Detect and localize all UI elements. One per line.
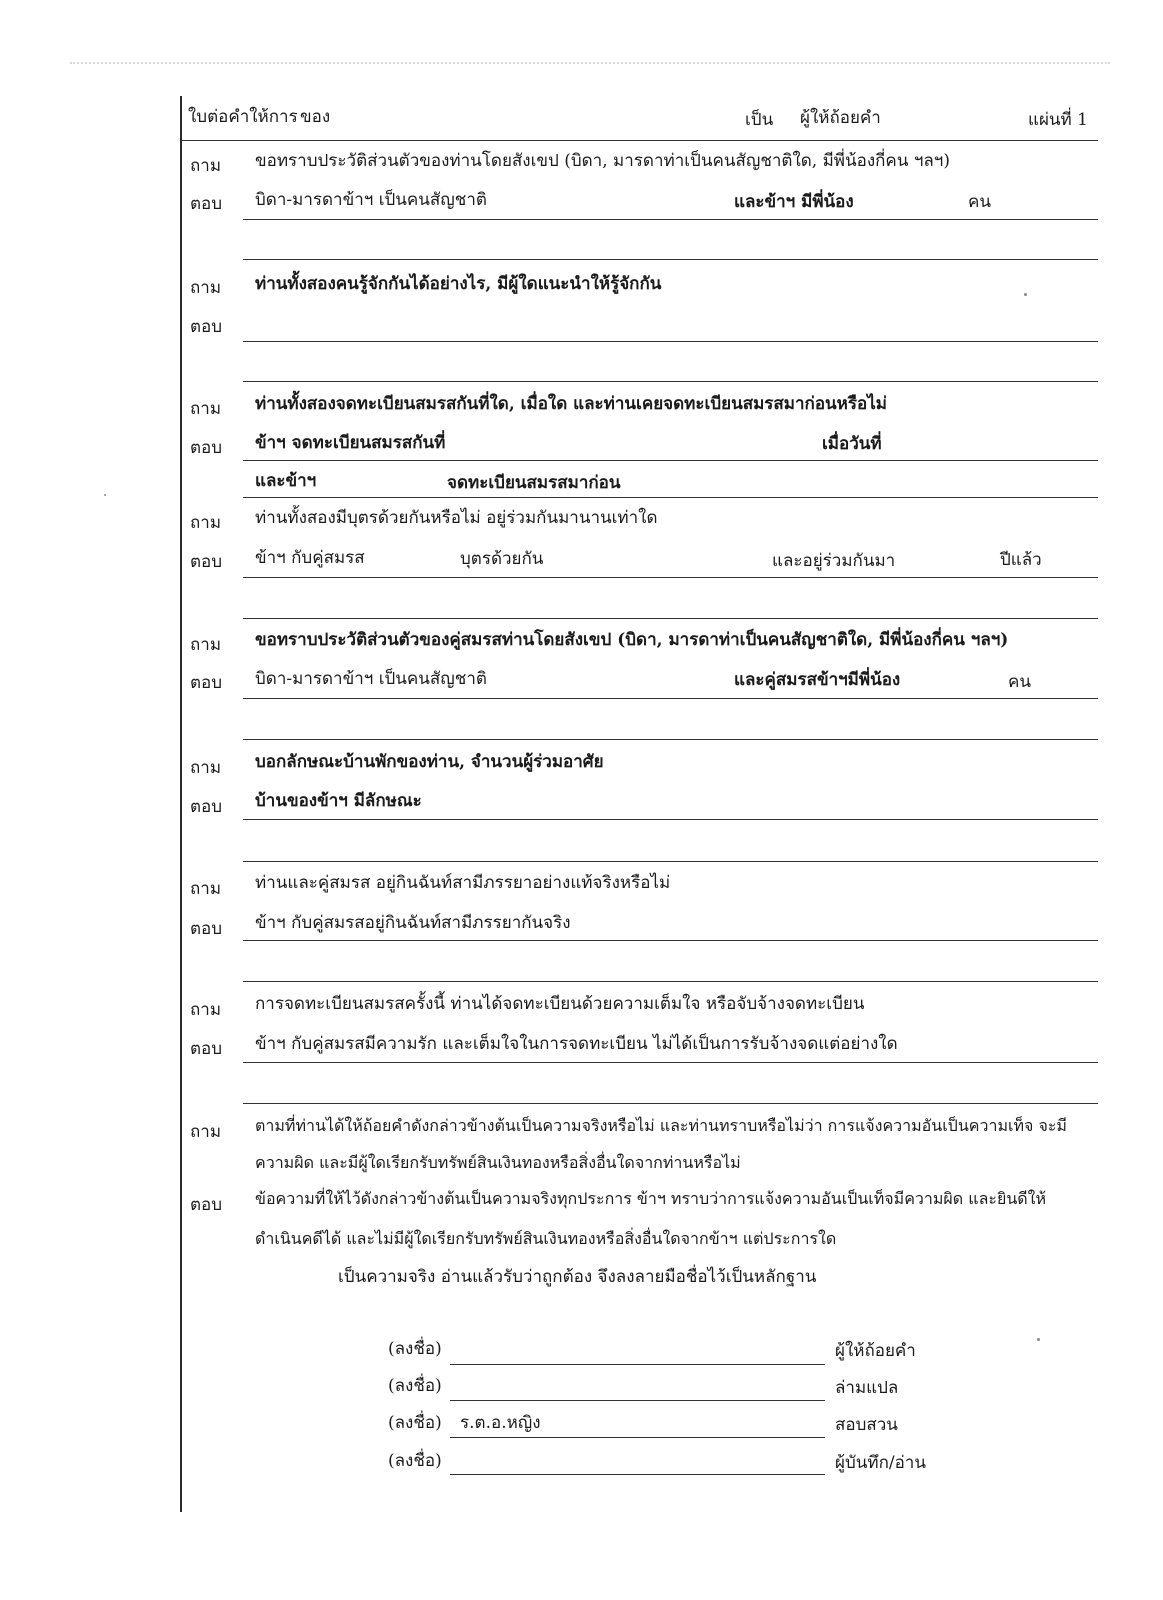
question-label: ถาม <box>190 635 222 655</box>
answer-line <box>243 341 1098 342</box>
answer-5-nationality: บิดา-มารดาข้าฯ เป็นคนสัญชาติ <box>255 669 487 689</box>
signature-label: (ลงชื่อ) <box>388 1339 442 1359</box>
answer-line <box>243 460 1098 461</box>
signature-label: (ลงชื่อ) <box>388 1376 442 1396</box>
answer-label: ตอบ <box>190 919 223 939</box>
answer-label: ตอบ <box>190 194 223 214</box>
answer-9-line-2: ดำเนินคดีได้ และไม่มีผู้ใดเรียกรับทรัพย์สินเงินทองหรือสิ่งอื่นใดจากข้าฯ แต่ประการใด <box>255 1229 837 1248</box>
question-7: ท่านและคู่สมรส อยู่กินฉันท์สามีภรรยาอย่างแท้จริงหรือไม่ <box>255 873 671 893</box>
form-as-label: เป็น <box>745 110 774 130</box>
question-label: ถาม <box>190 1000 222 1020</box>
answer-label: ตอบ <box>190 1195 223 1215</box>
signature-label: (ลงชื่อ) <box>388 1451 442 1471</box>
signature-line-recorder <box>450 1474 825 1475</box>
answer-line <box>243 618 1098 619</box>
answer-3-place: ข้าฯ จดทะเบียนสมรสกันที่ <box>255 433 446 453</box>
answer-5-unit: คน <box>1008 672 1031 692</box>
answer-line <box>243 861 1098 862</box>
scan-speck <box>104 494 106 496</box>
answer-line <box>243 940 1098 941</box>
header-rule <box>180 140 1098 141</box>
signature-label: (ลงชื่อ) <box>388 1413 442 1433</box>
closing-statement: เป็นความจริง อ่านแล้วรับว่าถูกต้อง จึงลงลายมือชื่อไว้เป็นหลักฐาน <box>338 1267 817 1287</box>
answer-3-and: และข้าฯ <box>255 471 317 491</box>
question-3: ท่านทั้งสองจดทะเบียนสมรสกันที่ใด, เมื่อใด และท่านเคยจดทะเบียนสมรสมาก่อนหรือไม่ <box>255 394 887 414</box>
question-4: ท่านทั้งสองมีบุตรด้วยกันหรือไม่ อยู่ร่วมกันมานานเท่าใด <box>255 508 658 528</box>
answer-3-previous: จดทะเบียนสมรสมาก่อน <box>447 473 621 493</box>
signature-line-interpreter <box>450 1400 825 1401</box>
answer-line <box>243 259 1098 260</box>
answer-7: ข้าฯ กับคู่สมรสอยู่กินฉันท์สามีภรรยากันจริง <box>255 913 571 933</box>
signature-line-investigator <box>450 1437 825 1438</box>
signature-role-interpreter: ล่ามแปล <box>835 1378 899 1398</box>
answer-4-children: บุตรด้วยกัน <box>460 549 544 569</box>
answer-line <box>243 981 1098 982</box>
question-label: ถาม <box>190 1122 222 1142</box>
answer-4-couple: ข้าฯ กับคู่สมรส <box>255 548 365 568</box>
answer-8: ข้าฯ กับคู่สมรสมีความรัก และเต็มใจในการจดทะเบียน ไม่ได้เป็นการรับจ้างจดแต่อย่างใด <box>255 1034 898 1054</box>
answer-line <box>243 577 1098 578</box>
answer-6: บ้านของข้าฯ มีลักษณะ <box>255 791 422 811</box>
signature-role-investigator: สอบสวน <box>835 1415 898 1435</box>
signature-role-giver: ผู้ให้ถ้อยคำ <box>835 1341 916 1361</box>
answer-9-line-1: ข้อความที่ให้ไว้ดังกล่าวข้างต้นเป็นความจริงทุกประการ ข้าฯ ทราบว่าการแจ้งความอันเป็นเท็จมีความผิด และยินดีให้ <box>255 1189 1047 1208</box>
question-label: ถาม <box>190 399 222 419</box>
question-label: ถาม <box>190 278 222 298</box>
form-of-label: ของ <box>300 107 331 127</box>
question-2: ท่านทั้งสองคนรู้จักกันได้อย่างไร, มีผู้ใดแนะนำให้รู้จักกัน <box>255 274 662 294</box>
signature-line-giver <box>450 1364 825 1365</box>
answer-label: ตอบ <box>190 317 223 337</box>
answer-1-siblings: และข้าฯ มีพี่น้อง <box>734 192 854 212</box>
answer-label: ตอบ <box>190 552 223 572</box>
form-title: ใบต่อคำให้การ <box>188 107 298 127</box>
question-label: ถาม <box>190 156 222 176</box>
answer-label: ตอบ <box>190 1039 223 1059</box>
answer-1-unit: คน <box>968 192 991 212</box>
answer-1-nationality: บิดา-มารดาข้าฯ เป็นคนสัญชาติ <box>255 190 487 210</box>
answer-4-duration: และอยู่ร่วมกันมา <box>772 551 896 571</box>
left-margin-line <box>180 96 182 1512</box>
question-label: ถาม <box>190 758 222 778</box>
question-label: ถาม <box>190 513 222 533</box>
answer-3-date: เมื่อวันที่ <box>822 434 882 454</box>
answer-label: ตอบ <box>190 797 223 817</box>
answer-label: ตอบ <box>190 438 223 458</box>
answer-line <box>243 819 1098 820</box>
scan-speck <box>1024 293 1027 296</box>
answer-line <box>243 1103 1098 1104</box>
answer-line <box>243 381 1098 382</box>
question-9-line-1: ตามที่ท่านได้ให้ถ้อยคำดังกล่าวข้างต้นเป็นความจริงหรือไม่ และท่านทราบหรือไม่ว่า การแจ้งความอันเป็นความเท็จ จะมี <box>255 1116 1067 1135</box>
answer-line <box>243 497 1098 498</box>
answer-5-siblings: และคู่สมรสข้าฯมีพี่น้อง <box>734 670 901 690</box>
signature-role-recorder: ผู้บันทึก/อ่าน <box>835 1453 926 1473</box>
signature-name-investigator: ร.ต.อ.หญิง <box>460 1413 541 1433</box>
sheet-number: แผ่นที่ 1 <box>1028 110 1088 130</box>
form-role: ผู้ให้ถ้อยคำ <box>800 108 881 128</box>
answer-line <box>243 219 1098 220</box>
answer-4-years: ปีแล้ว <box>1000 550 1042 570</box>
question-9-line-2: ความผิด และมีผู้ใดเรียกรับทรัพย์สินเงินทองหรือสิ่งอื่นใดจากท่านหรือไม่ <box>255 1153 741 1172</box>
scan-artifact <box>70 62 1110 64</box>
question-1: ขอทราบประวัติส่วนตัวของท่านโดยสังเขป (บิดา, มารดาท่าเป็นคนสัญชาติใด, มีพี่น้องกี่คน ฯลฯ) <box>255 151 950 171</box>
answer-label: ตอบ <box>190 673 223 693</box>
answer-line <box>243 1062 1098 1063</box>
question-label: ถาม <box>190 879 222 899</box>
scan-speck <box>1037 1338 1040 1341</box>
question-8: การจดทะเบียนสมรสครั้งนี้ ท่านได้จดทะเบียนด้วยความเต็มใจ หรือจับจ้างจดทะเบียน <box>255 994 865 1014</box>
question-6: บอกลักษณะบ้านพักของท่าน, จำนวนผู้ร่วมอาศัย <box>255 752 604 772</box>
answer-line <box>243 739 1098 740</box>
answer-line <box>243 698 1098 699</box>
question-5: ขอทราบประวัติส่วนตัวของคู่สมรสท่านโดยสังเขป (บิดา, มารดาท่าเป็นคนสัญชาติใด, มีพี่น้องกี่คน ฯลฯ) <box>255 630 1009 650</box>
